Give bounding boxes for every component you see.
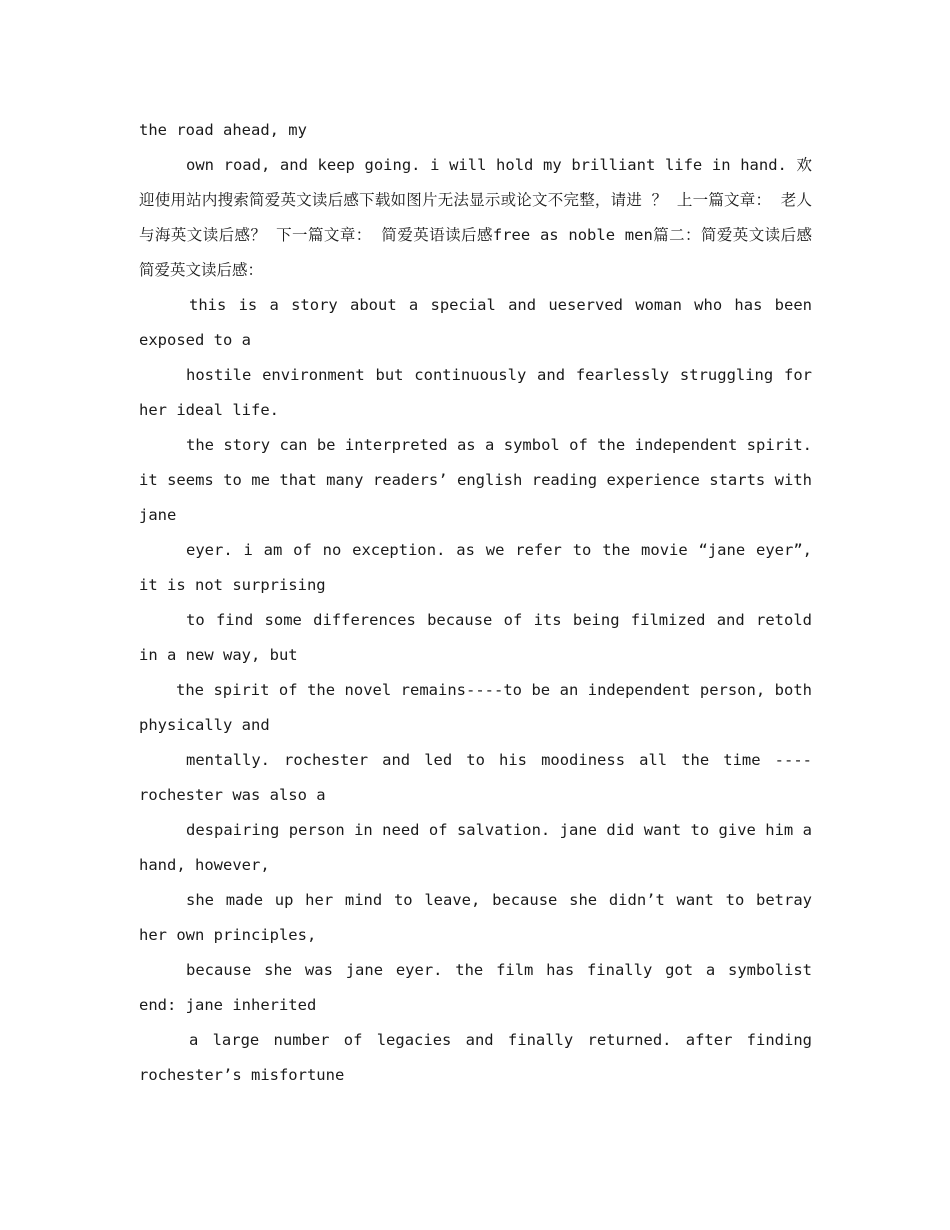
paragraph: own road, and keep going. i will hold my brilliant life in hand. 欢迎使用站内搜索简爱英文读后感下载如图片无法显示或论文不完整，请进 ？ 上一篇文章： 老人与海英文读后感？ 下一篇文章： 简爱英语读后感free as noble men篇二：简爱英文读后感 简爱英文读后感： xyxy=(139,156,812,279)
paragraph: mentally. rochester and led to his moodiness all the time ---- rochester was also a xyxy=(139,751,812,804)
paragraph: this is a story about a special and ueserved woman who has been exposed to a xyxy=(139,296,812,349)
paragraph: a large number of legacies and finally returned. after finding rochester’s misfortune xyxy=(139,1031,812,1084)
paragraph: despairing person in need of salvation. jane did want to give him a hand, however, xyxy=(139,821,812,874)
paragraph: because she was jane eyer. the film has finally got a symbolist end: jane inherited xyxy=(139,961,812,1014)
paragraph: the story can be interpreted as a symbol of the independent spirit. it seems to me that many readers’ english reading experience starts with jane xyxy=(139,436,812,524)
paragraph: hostile environment but continuously and fearlessly struggling for her ideal life. xyxy=(139,366,812,419)
paragraph: to find some differences because of its being filmized and retold in a new way, but xyxy=(139,611,812,664)
paragraph: eyer. i am of no exception. as we refer to the movie “jane eyer”, it is not surprising xyxy=(139,541,812,594)
paragraph: she made up her mind to leave, because she didn’t want to betray her own principles, xyxy=(139,891,812,944)
paragraph: the road ahead, my xyxy=(139,121,307,139)
paragraph: the spirit of the novel remains----to be an independent person, both physically and xyxy=(139,681,812,734)
document-body xyxy=(139,113,812,1093)
